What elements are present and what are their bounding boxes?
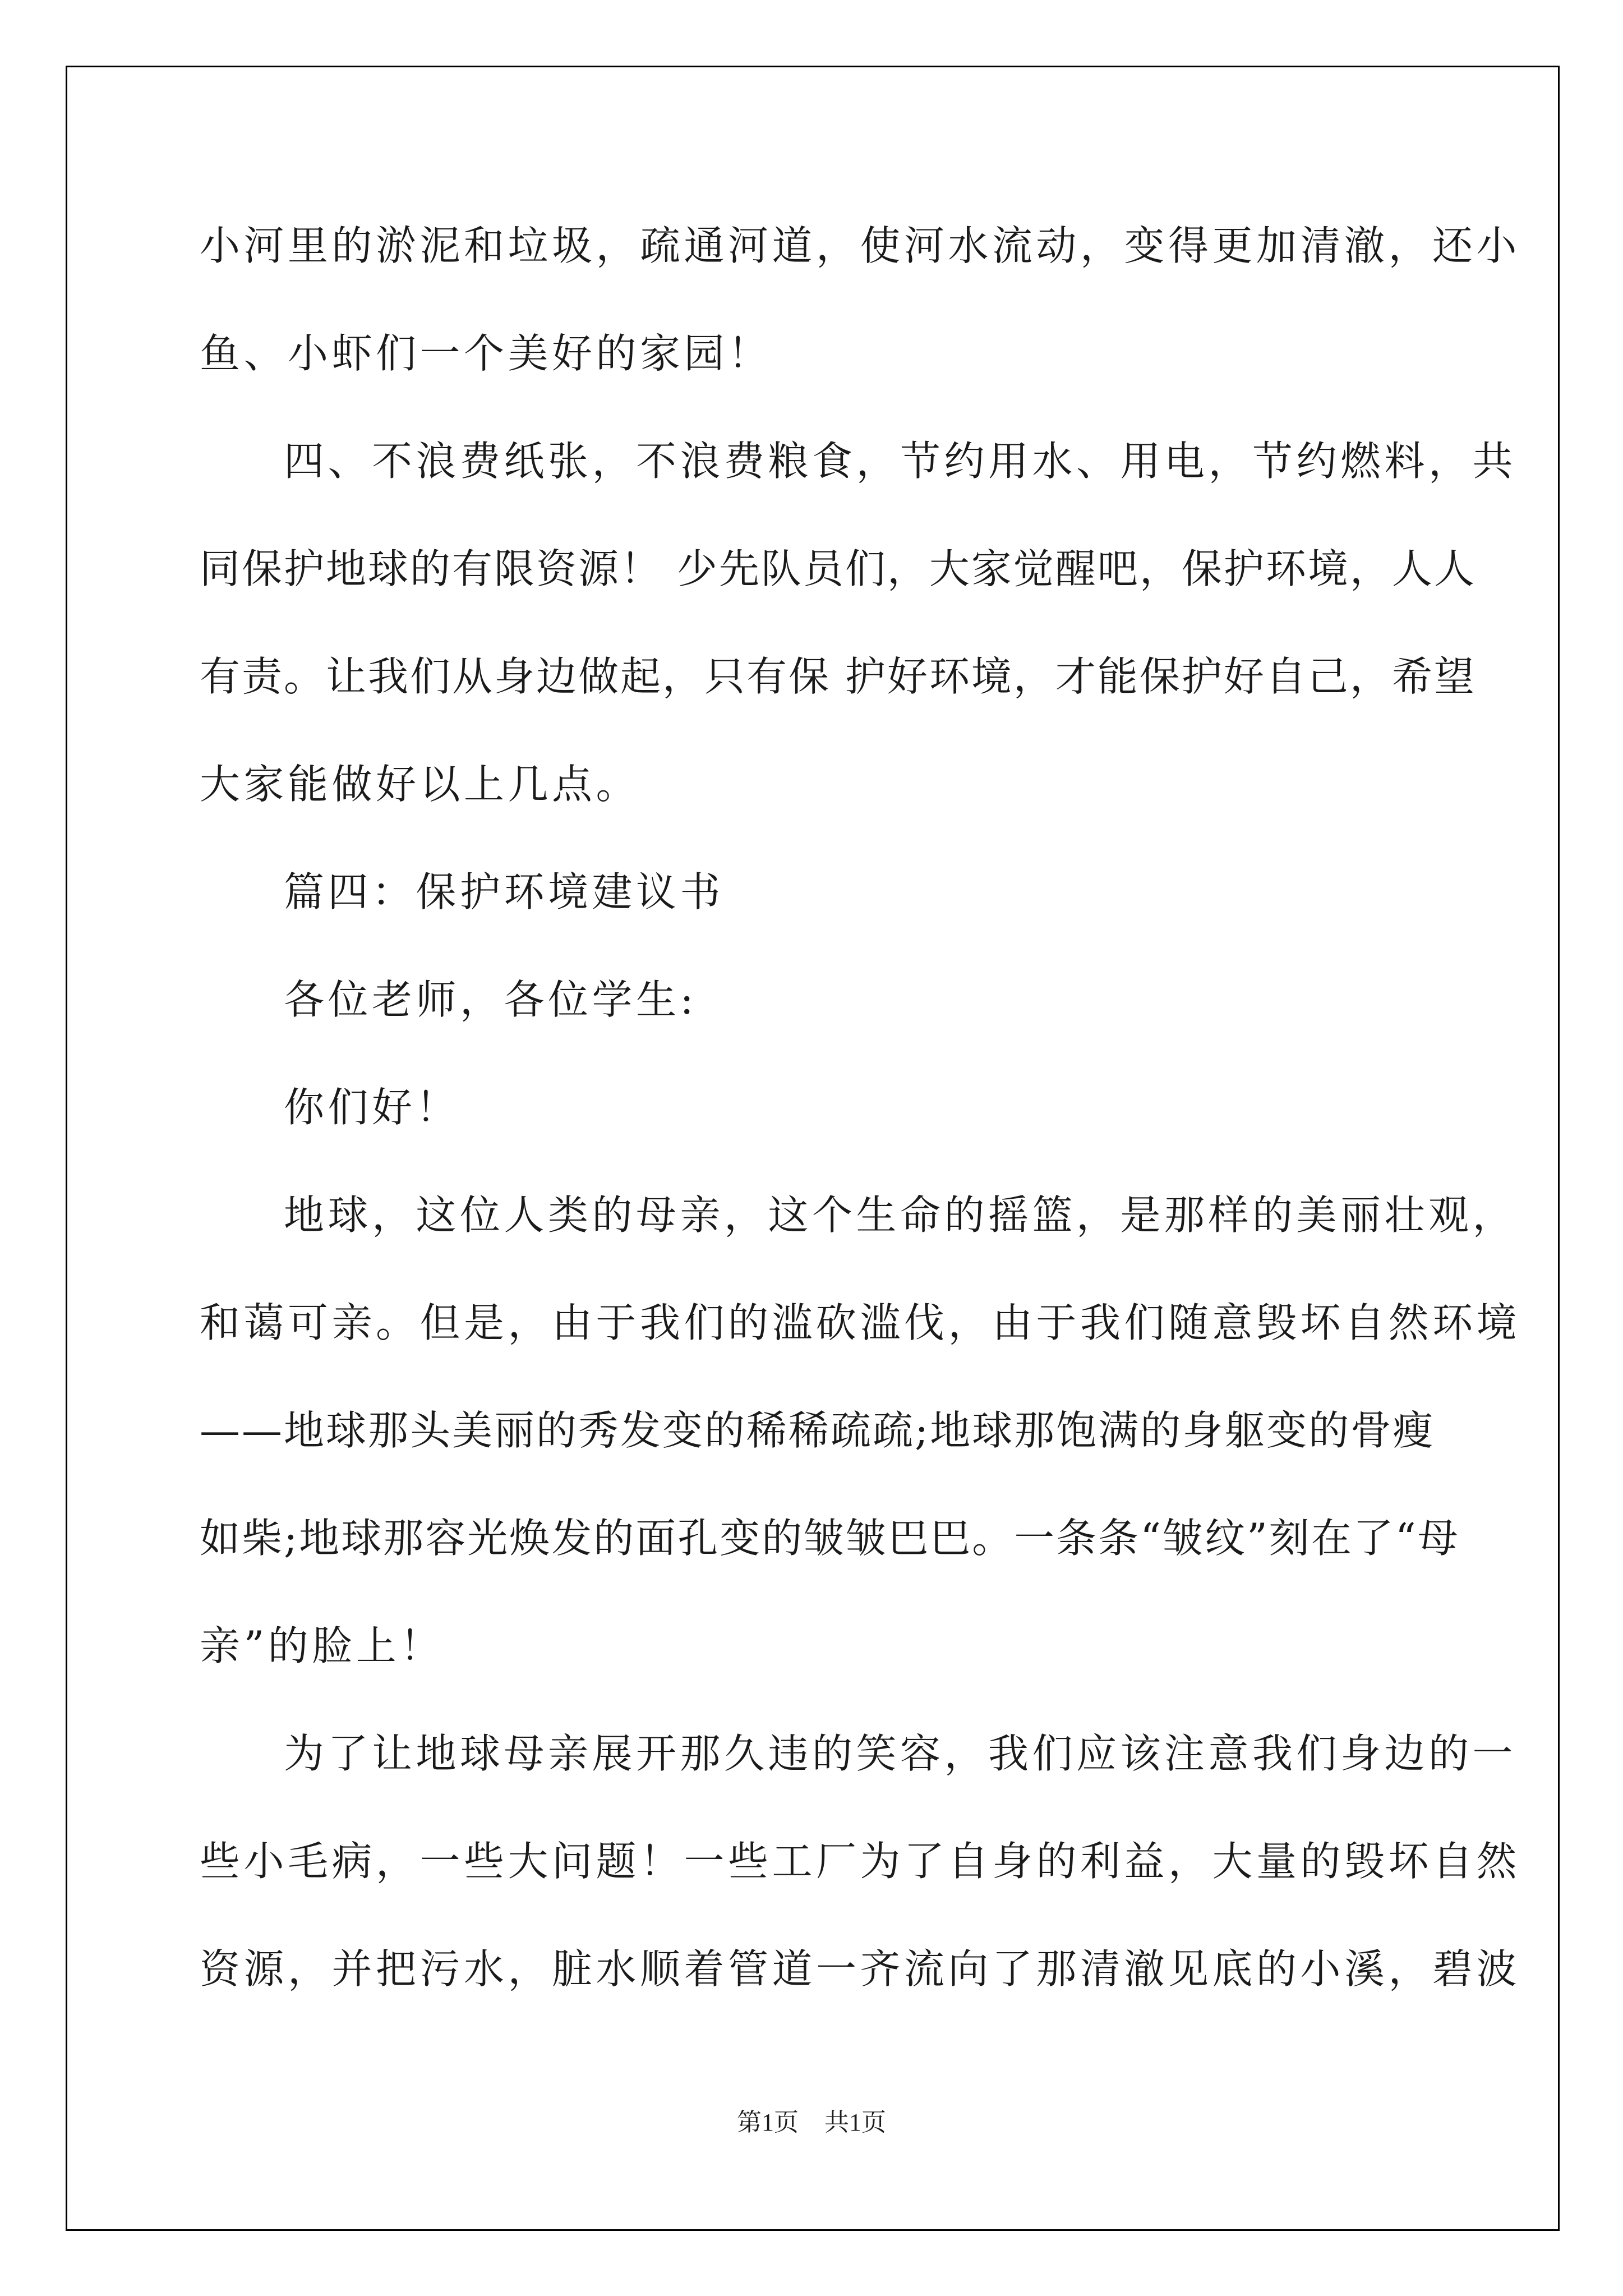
text-line: 如柴;地球那容光焕发的面孔变的皱皱巴巴。一条条“皱纹”刻在了“母	[200, 1515, 1460, 1562]
salutation: 各位老师，各位学生:	[284, 976, 698, 1023]
text-line: 地球，这位人类的母亲，这个生命的摇篮，是那样的美丽壮观，	[284, 1191, 1517, 1239]
document-body	[200, 213, 1521, 2044]
page-number: 第1页	[737, 2109, 799, 2136]
text-line: 为了让地球母亲展开那久违的笑容，我们应该注意我们身边的一	[284, 1730, 1517, 1777]
text-line: 亲”的脸上！	[200, 1622, 444, 1669]
text-line: 大家能做好以上几点。	[200, 761, 640, 808]
text-line: 有责。让我们从身边做起，只有保 护好环境，才能保护好自己，希望	[200, 653, 1476, 700]
text-line: 四、不浪费纸张，不浪费粮食，节约用水、用电，节约燃料，共	[284, 438, 1517, 485]
text-line: 小河里的淤泥和垃圾，疏通河道，使河水流动，变得更加清澈，还小	[200, 222, 1521, 269]
text-line: 同保护地球的有限资源！ 少先队员们，大家觉醒吧，保护环境，人人	[200, 545, 1476, 592]
section-heading: 篇四：保护环境建议书	[284, 868, 725, 915]
text-line: 些小毛病，一些大问题！一些工厂为了自身的利益，大量的毁坏自然	[200, 1838, 1521, 1885]
text-line: ——地球那头美丽的秀发变的稀稀疏疏;地球那饱满的身躯变的骨瘦	[200, 1407, 1435, 1454]
greeting: 你们好！	[284, 1084, 460, 1131]
page-footer	[0, 2106, 1623, 2139]
text-line: 和蔼可亲。但是，由于我们的滥砍滥伐，由于我们随意毁坏自然环境	[200, 1299, 1521, 1346]
text-line: 资源，并把污水，脏水顺着管道一齐流向了那清澈见底的小溪，碧波	[200, 1945, 1521, 1993]
page-total: 共1页	[824, 2109, 886, 2136]
text-line: 鱼、小虾们一个美好的家园！	[200, 330, 772, 377]
